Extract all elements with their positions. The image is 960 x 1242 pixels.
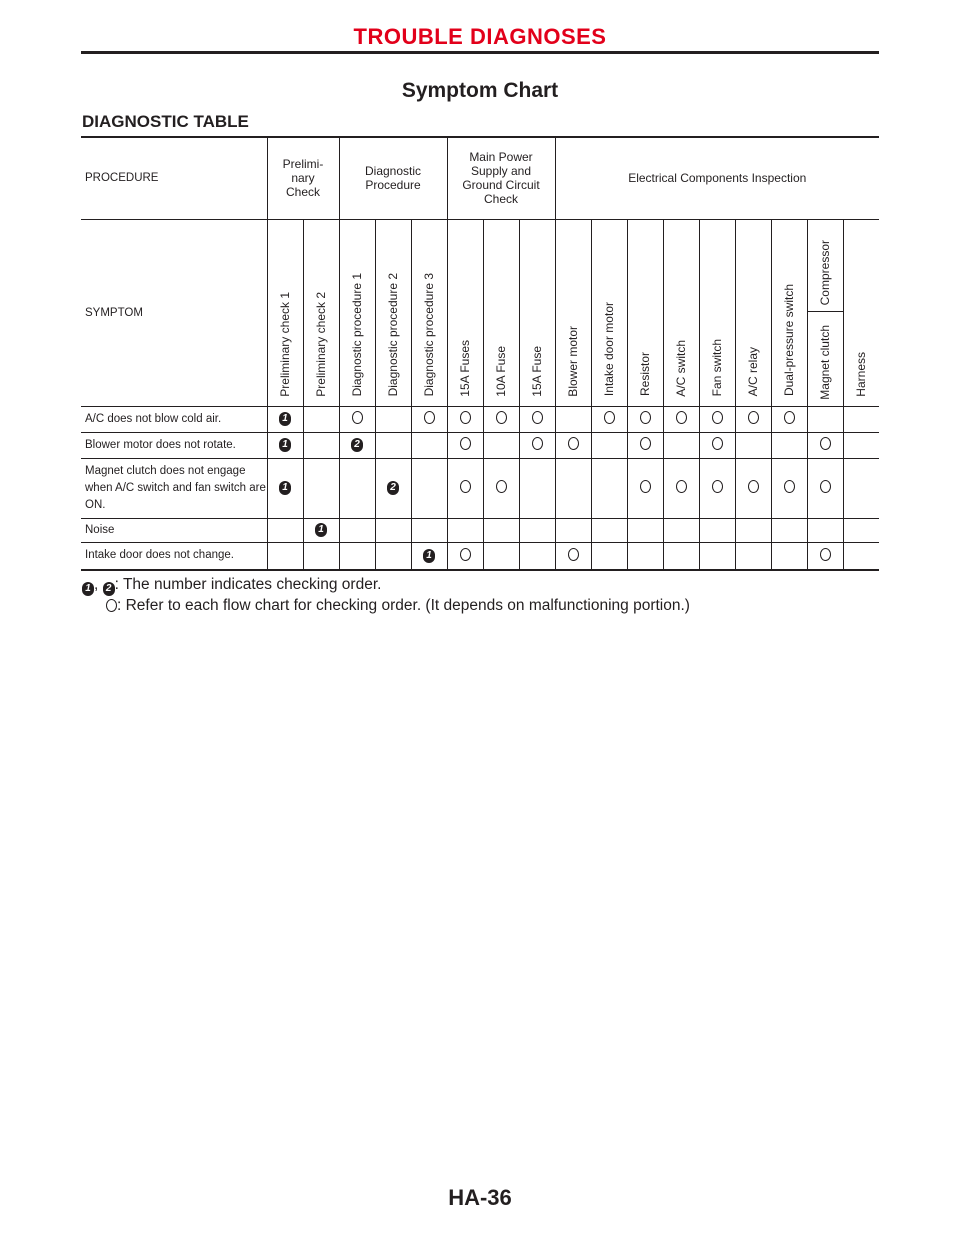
mark-cell — [699, 458, 735, 518]
table-row — [81, 432, 879, 458]
mark-cell — [807, 518, 843, 542]
mark-cell — [375, 406, 411, 432]
mark-cell — [267, 458, 303, 518]
mark-cell — [663, 406, 699, 432]
mark-cell — [447, 406, 483, 432]
mark-cell — [267, 406, 303, 432]
procedure-group-elec: Electrical Components Inspection — [555, 137, 879, 219]
circle-icon — [676, 480, 687, 493]
header-rule — [81, 51, 879, 54]
mark-cell — [555, 458, 591, 518]
column-header: 15A Fuse — [530, 345, 544, 397]
order-1-icon: 1 — [279, 481, 291, 495]
mark-cell — [663, 432, 699, 458]
mark-cell — [411, 518, 447, 542]
mark-cell — [483, 518, 519, 542]
mark-cell — [339, 518, 375, 542]
mark-cell — [843, 432, 879, 458]
symptom-cell: Intake door does not change. — [81, 542, 267, 570]
circle-icon — [424, 411, 435, 424]
column-header: 15A Fuses — [458, 339, 472, 397]
circle-icon — [640, 480, 651, 493]
mark-cell — [699, 406, 735, 432]
mark-cell — [807, 406, 843, 432]
circle-icon — [748, 411, 759, 424]
mark-cell — [267, 542, 303, 570]
circle-icon — [460, 411, 471, 424]
header-section-title: TROUBLE DIAGNOSES — [353, 24, 607, 49]
mark-cell — [735, 432, 771, 458]
mark-cell — [375, 518, 411, 542]
mark-cell — [519, 518, 555, 542]
column-header: A/C switch — [674, 339, 688, 397]
mark-cell — [771, 432, 807, 458]
circle-icon — [820, 480, 831, 493]
column-header: Intake door motor — [602, 302, 616, 397]
mark-cell — [411, 406, 447, 432]
circle-icon — [496, 480, 507, 493]
mark-cell — [375, 432, 411, 458]
mark-cell — [591, 432, 627, 458]
mark-cell — [519, 406, 555, 432]
mark-cell — [483, 432, 519, 458]
symptom-cell: Blower motor does not rotate. — [81, 432, 267, 458]
order-1-icon: 1 — [423, 549, 435, 563]
table-row — [81, 542, 879, 570]
mark-cell — [771, 518, 807, 542]
mark-cell — [411, 542, 447, 570]
mark-cell — [843, 406, 879, 432]
mark-cell — [699, 542, 735, 570]
column-header: Magnet clutch — [818, 324, 832, 400]
mark-cell — [483, 406, 519, 432]
legend-order-text: : The number indicates checking order. — [114, 576, 382, 593]
mark-cell — [447, 542, 483, 570]
procedure-label: PROCEDURE — [81, 137, 267, 219]
column-header: 10A Fuse — [494, 345, 508, 397]
mark-cell — [339, 432, 375, 458]
mark-cell — [447, 458, 483, 518]
column-header: Dual-pressure switch — [782, 284, 796, 397]
mark-cell — [735, 458, 771, 518]
mark-cell — [303, 406, 339, 432]
mark-cell — [411, 432, 447, 458]
mark-cell — [591, 518, 627, 542]
mark-cell — [771, 406, 807, 432]
symptom-cell: A/C does not blow cold air. — [81, 406, 267, 432]
mark-cell — [483, 542, 519, 570]
mark-cell — [519, 542, 555, 570]
mark-cell — [807, 542, 843, 570]
mark-cell — [627, 406, 663, 432]
mark-cell — [267, 432, 303, 458]
circle-icon — [712, 437, 723, 450]
page-number: HA-36 — [448, 1185, 512, 1210]
order-2-icon: 2 — [387, 481, 399, 495]
circle-icon — [712, 480, 723, 493]
section-title: DIAGNOSTIC TABLE — [82, 112, 249, 131]
circle-icon — [820, 548, 831, 561]
circle-icon — [496, 411, 507, 424]
column-header: Fan switch — [710, 339, 724, 397]
mark-cell — [735, 518, 771, 542]
order-1-icon: 1 — [279, 438, 291, 452]
column-header: Blower motor — [566, 325, 580, 397]
mark-cell — [843, 518, 879, 542]
column-header: Preliminary check 2 — [314, 291, 328, 397]
mark-cell — [447, 518, 483, 542]
mark-cell — [591, 542, 627, 570]
mark-cell — [303, 518, 339, 542]
mark-cell — [375, 542, 411, 570]
circle-icon — [820, 437, 831, 450]
legend — [82, 575, 690, 616]
column-header: Preliminary check 1 — [278, 291, 292, 397]
mark-cell — [555, 432, 591, 458]
circle-icon — [640, 411, 651, 424]
circle-icon — [604, 411, 615, 424]
procedure-group-prelim: Prelimi- nary Check — [267, 137, 339, 219]
mark-cell — [339, 458, 375, 518]
circle-icon — [676, 411, 687, 424]
circle-icon — [712, 411, 723, 424]
order-2-icon: 2 — [103, 582, 115, 596]
mark-cell — [807, 432, 843, 458]
mark-cell — [591, 458, 627, 518]
diagnostic-table — [81, 136, 879, 571]
mark-cell — [627, 542, 663, 570]
order-1-icon: 1 — [315, 523, 327, 537]
mark-cell — [735, 406, 771, 432]
legend-circle-line — [82, 596, 690, 616]
circle-icon — [532, 411, 543, 424]
mark-cell — [663, 542, 699, 570]
table-row — [81, 518, 879, 542]
column-header: Diagnostic procedure 1 — [350, 273, 364, 397]
table-row — [81, 406, 879, 432]
mark-cell — [483, 458, 519, 518]
column-header: Compressor — [818, 240, 832, 306]
circle-icon — [460, 548, 471, 561]
mark-cell — [771, 542, 807, 570]
mark-cell — [303, 458, 339, 518]
procedure-group-diag: Diagnostic Procedure — [339, 137, 447, 219]
symptom-cell: Magnet clutch does not engage when A/C switch and fan switch are ON. — [81, 458, 267, 518]
mark-cell — [627, 432, 663, 458]
column-header: Diagnostic procedure 3 — [422, 273, 436, 397]
column-header: Harness — [854, 351, 869, 397]
legend-order-line: 1 , 2 : The number indicates checking order. — [82, 575, 690, 596]
mark-cell — [699, 518, 735, 542]
circle-icon — [640, 437, 651, 450]
order-2-icon: 2 — [351, 438, 363, 452]
mark-cell — [699, 432, 735, 458]
mark-cell — [303, 432, 339, 458]
mark-cell — [339, 406, 375, 432]
circle-icon — [568, 548, 579, 561]
mark-cell — [627, 518, 663, 542]
column-header: A/C relay — [746, 347, 760, 397]
mark-cell — [627, 458, 663, 518]
mark-cell — [843, 542, 879, 570]
mark-cell — [519, 458, 555, 518]
mark-cell — [663, 458, 699, 518]
legend-circle-text: : Refer to each flow chart for checking order. (It depends on malfunctioning portion.) — [117, 597, 690, 614]
order-1-icon: 1 — [279, 412, 291, 426]
page-title: Symptom Chart — [401, 79, 559, 102]
circle-icon — [460, 437, 471, 450]
mark-cell — [411, 458, 447, 518]
mark-cell — [303, 542, 339, 570]
procedure-group-power: Main Power Supply and Ground Circuit Check — [447, 137, 555, 219]
table-row — [81, 458, 879, 518]
mark-cell — [375, 458, 411, 518]
mark-cell — [735, 542, 771, 570]
symptom-label: SYMPTOM — [81, 219, 267, 406]
circle-icon — [460, 480, 471, 493]
circle-icon — [748, 480, 759, 493]
circle-icon — [532, 437, 543, 450]
mark-cell — [771, 458, 807, 518]
order-1-icon: 1 — [82, 582, 94, 596]
mark-cell — [519, 432, 555, 458]
mark-cell — [267, 518, 303, 542]
circle-icon — [352, 411, 363, 424]
mark-cell — [555, 406, 591, 432]
column-header: Resistor — [638, 352, 652, 397]
mark-cell — [447, 432, 483, 458]
mark-cell — [339, 542, 375, 570]
circle-icon — [784, 411, 795, 424]
mark-cell — [555, 542, 591, 570]
mark-cell — [807, 458, 843, 518]
mark-cell — [555, 518, 591, 542]
symptom-cell: Noise — [81, 518, 267, 542]
mark-cell — [843, 458, 879, 518]
circle-icon — [106, 599, 117, 612]
mark-cell — [591, 406, 627, 432]
column-header: Diagnostic procedure 2 — [386, 273, 400, 397]
circle-icon — [784, 480, 795, 493]
circle-icon — [568, 437, 579, 450]
mark-cell — [663, 518, 699, 542]
